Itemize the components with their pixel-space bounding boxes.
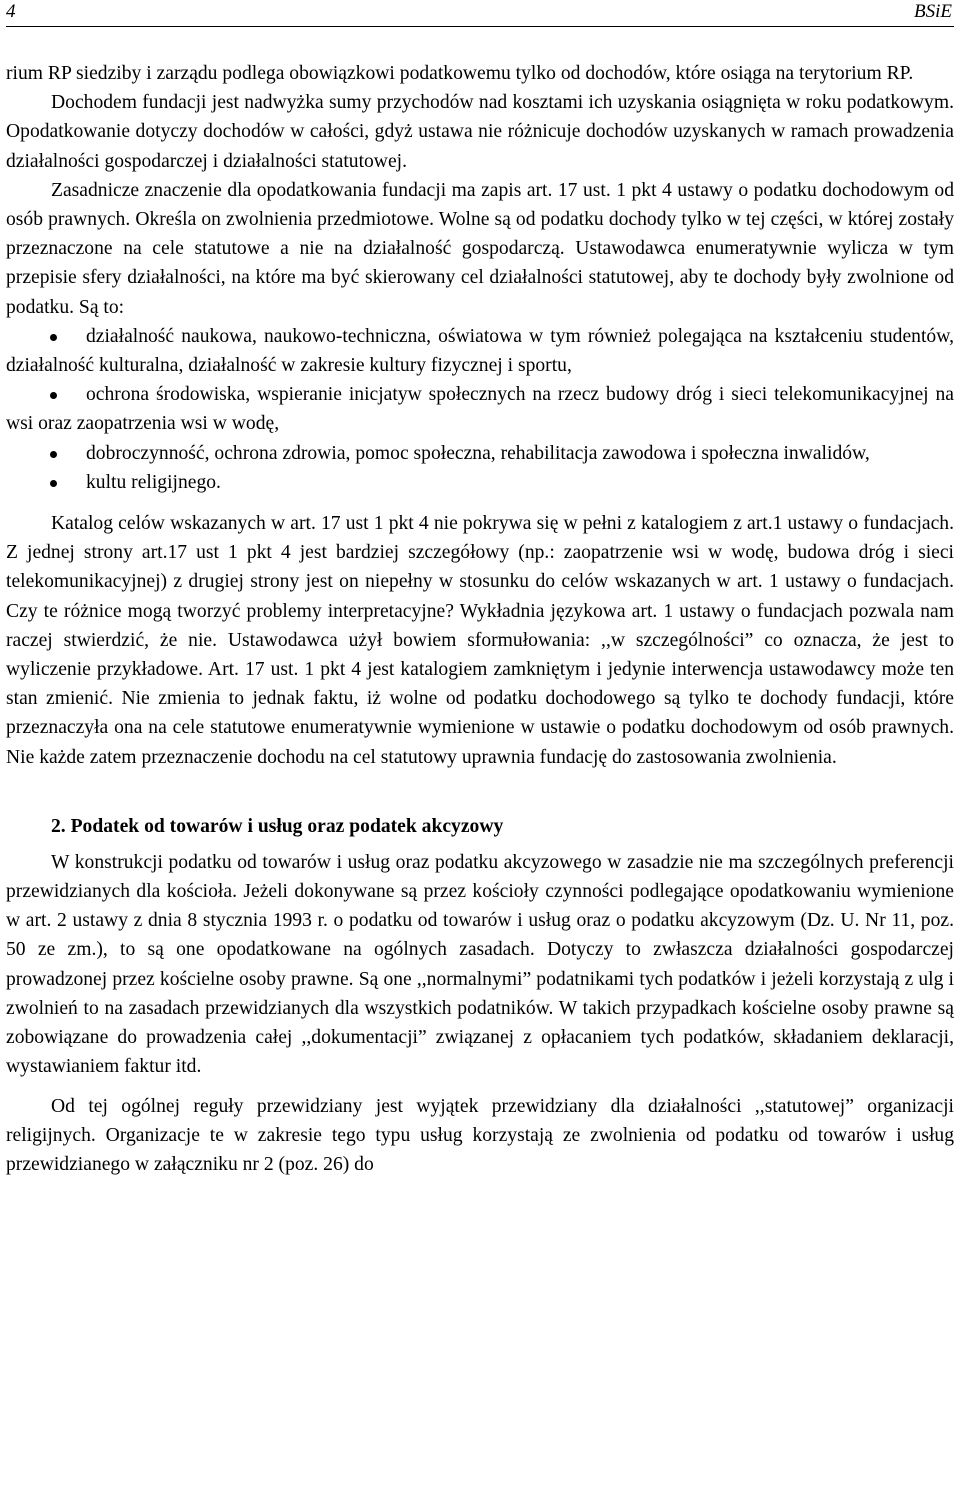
list-item-text: kultu religijnego. [86,471,221,493]
document-body [6,59,954,1179]
list-item [6,439,954,468]
list-item-text: ochrona środowiska, wspieranie inicjatyw społecznych na rzecz budowy dróg i sieci telekomunikacyjnej na wsi oraz zaopatrzenia wsi w wodę, [6,384,954,435]
paragraph-3: Zasadnicze znaczenie dla opodatkowania fundacji ma zapis art. 17 ust. 1 pkt 4 ustawy o podatku dochodowym od osób prawnych. Określa on zwolnienia przedmiotowe. Wolne są od podatku dochody tylko w tej części, w której zostały przeznaczone na cele statutowe a nie na działalność gospodarczą. Ustawodawca enumeratywnie wylicza w tym przepisie sfery działalności, na które ma być skierowany cel działalności statutowej, aby te dochody były zwolnione od podatku. Są to: [6,179,954,318]
paragraph-1: rium RP siedziby i zarządu podlega obowiązkowi podatkowemu tylko od dochodów, które osiąga na terytorium RP. [6,63,914,84]
list-item [6,468,954,497]
list-item [6,380,954,438]
list-item-text: dobroczynność, ochrona zdrowia, pomoc społeczna, rehabilitacja zawodowa i społeczna inwalidów, [86,442,870,464]
spacer [6,497,954,509]
bullet-icon [50,480,57,487]
spacer [6,1082,954,1092]
bullet-icon [50,334,57,341]
document-page [6,0,954,1179]
paragraph-2: Dochodem fundacji jest nadwyżka sumy przychodów nad kosztami ich uzyskania osiągnięta w roku podatkowym. Opodatkowanie dotyczy dochodów w całości, gdyż ustawa nie różnicuje dochodów uzyskanych w ramach prowadzenia działalności gospodarczej i działalności statutowej. [6,92,954,172]
list-item-text: działalność naukowa, naukowo-techniczna, oświatowa w tym również polegająca na kształceniu studentów, działalność kulturalna, działalność w zakresie kultury fizycznej i sportu, [6,325,954,377]
bullet-icon [50,451,57,458]
bullet-icon [50,392,57,399]
list-item [6,322,954,380]
journal-title: BSiE [914,1,952,22]
bullet-list [6,322,954,497]
paragraph-4: Katalog celów wskazanych w art. 17 ust 1 pkt 4 nie pokrywa się w pełni z katalogiem z art.1 ustawy o fundacjach. Z jednej strony art.17 ust 1 pkt 4 jest bardziej szczegółowy (np.: zaopatrzenie wsi w wodę, budowa dróg i sieci telekomunikacyjnej) z drugiej strony jest on niepełny w stosunku do celów wskazanych w art. 1 ustawy o fundacjach. Czy te różnice mogą tworzyć problemy interpretacyjne? Wykładnia językowa art. 1 ustawy o fundacjach pozwala nam raczej stwierdzić, że nie. Ustawodawca użył bowiem sformułowania: ,,w szczególności” co oznacza, że jest to wyliczenie przykładowe. Art. 17 ust. 1 pkt 4 jest katalogiem zamkniętym i jedynie interwencja ustawodawcy może ten stan zmienić. Nie zmienia to jednak faktu, iż wolne od podatku dochodowego są tylko te dochody fundacji, które przeznaczyła ona na cele statutowe enumeratywnie wymienione w ustawie o podatku dochodowym od osób prawnych. Nie każde zatem przeznaczenie dochodu na cel statutowy uprawnia fundację do zastosowania zwolnienia. [6,513,954,768]
section-paragraph-1: W konstrukcji podatku od towarów i usług oraz podatku akcyzowego w zasadzie nie ma szczególnych preferencji przewidzianych dla kościoła. Jeżeli dokonywane są przez kościoły czynności podlegające opodatkowaniu wymienione w art. 2 ustawy z dnia 8 stycznia 1993 r. o podatku od towarów i usług oraz o podatku akcyzowym (Dz. U. Nr 11, poz. 50 ze zm.), to są one opodatkowane na ogólnych zasadach. Dotyczy to zwłaszcza działalności gospodarczej prowadzonej przez kościelne osoby prawne. Są one ,,normalnymi” podatnikami tych podatków i jeżeli korzystają z ulg i zwolnień to na zasadach przewidzianych dla wszystkich podatników. W takich przypadkach kościelne osoby prawne są zobowiązane do prowadzenia całej ,,dokumentacji” związanej z opłacaniem tych podatków, składaniem deklaracji, wystawianiem faktur itd. [6,851,954,1078]
page-number: 4 [6,1,16,22]
running-header [6,0,954,27]
section-heading: 2. Podatek od towarów i usług oraz podatek akcyzowy [51,815,504,837]
section-paragraph-2: Od tej ogólnej reguły przewidziany jest wyjątek przewidziany dla działalności ,,statutowej” organizacji religijnych. Organizacje te w zakresie tego typu usług korzystają ze zwolnienia od podatku od towarów i usług przewidzianego w załączniku nr 2 (poz. 26) do [6,1095,954,1175]
